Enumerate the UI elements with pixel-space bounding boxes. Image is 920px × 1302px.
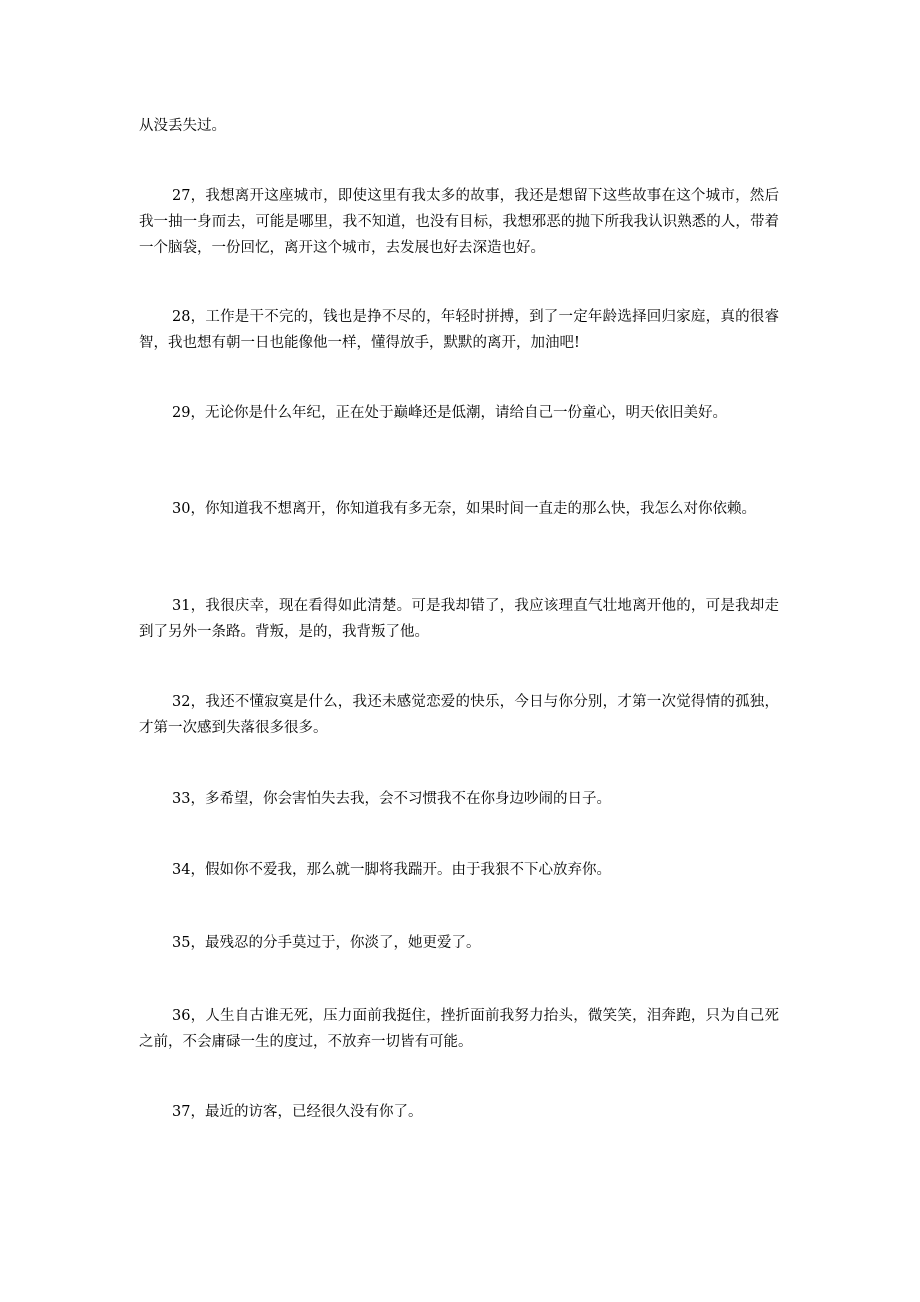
paragraph-33: [139, 786, 779, 812]
paragraph-number: 30: [172, 501, 191, 517]
paragraph-text: ，最近的访客，已经很久没有你了。: [190, 1104, 423, 1120]
paragraph-text: ，我想离开这座城市，即使这里有我太多的故事，我还是想留下这些故事在这个城市，然后我一抽一身而去，可能是哪里，我不知道，也没有目标，我想邪恶的抛下所我我认识熟悉的人，带着一个脑袋，一份回忆，离开这个城市，去发展也好去深造也好。: [139, 188, 779, 256]
paragraph-36: [139, 1003, 779, 1055]
paragraph-number: 31: [172, 598, 191, 614]
paragraph-number: 33: [172, 791, 191, 807]
paragraph-number: 27: [172, 188, 191, 204]
paragraph-29: [139, 400, 789, 426]
paragraph-number: 29: [172, 405, 191, 421]
paragraph-number: 32: [172, 694, 191, 710]
paragraph-text: ，多希望，你会害怕失去我，会不习惯我不在你身边吵闹的日子。: [190, 791, 611, 807]
paragraph-number: 37: [172, 1104, 191, 1120]
paragraph-27: [139, 183, 779, 261]
paragraph-text: ，最残忍的分手莫过于，你淡了，她更爱了。: [190, 935, 481, 951]
paragraph-text: ，人生自古谁无死，压力面前我挺住，挫折面前我努力抬头，微笑笑，泪奔跑，只为自己死之前，不会庸碌一生的度过，不放弃一切皆有可能。: [139, 1008, 779, 1050]
paragraph-37: [139, 1099, 779, 1125]
paragraph-text: ，无论你是什么年纪，正在处于巅峰还是低潮，请给自己一份童心，明天依旧美好。: [190, 405, 727, 421]
paragraph-text: ，你知道我不想离开，你知道我有多无奈，如果时间一直走的那么快，我怎么对你依赖。: [190, 501, 756, 517]
paragraph-number: 34: [172, 862, 191, 878]
paragraph-32: [139, 689, 779, 741]
paragraph-34: [139, 857, 779, 883]
paragraph-text: ，工作是干不完的，钱也是挣不尽的，年轻时拼搏，到了一定年龄选择回归家庭，真的很睿智，我也想有朝一日也能像他一样，懂得放手，默默的离开，加油吧!: [139, 309, 779, 351]
paragraph-text: ，我还不懂寂寞是什么，我还未感觉恋爱的快乐，今日与你分别，才第一次觉得情的孤独，才第一次感到失落很多很多。: [139, 694, 779, 736]
paragraph-number: 28: [172, 309, 191, 325]
paragraph-number: 35: [172, 935, 191, 951]
paragraph-35: [139, 930, 779, 956]
paragraph-30: [139, 496, 779, 522]
paragraph-number: 36: [172, 1008, 191, 1024]
paragraph-28: [139, 304, 779, 356]
paragraph-text: ，假如你不爱我，那么就一脚将我踹开。由于我狠不下心放弃你。: [190, 862, 611, 878]
paragraph-text: 从没丢失过。: [139, 118, 226, 134]
paragraph-continuation: [139, 113, 779, 139]
paragraph-31: [139, 593, 779, 645]
paragraph-text: ，我很庆幸，现在看得如此清楚。可是我却错了，我应该理直气壮地离开他的，可是我却走到了另外一条路。背叛，是的，我背叛了他。: [139, 598, 779, 640]
